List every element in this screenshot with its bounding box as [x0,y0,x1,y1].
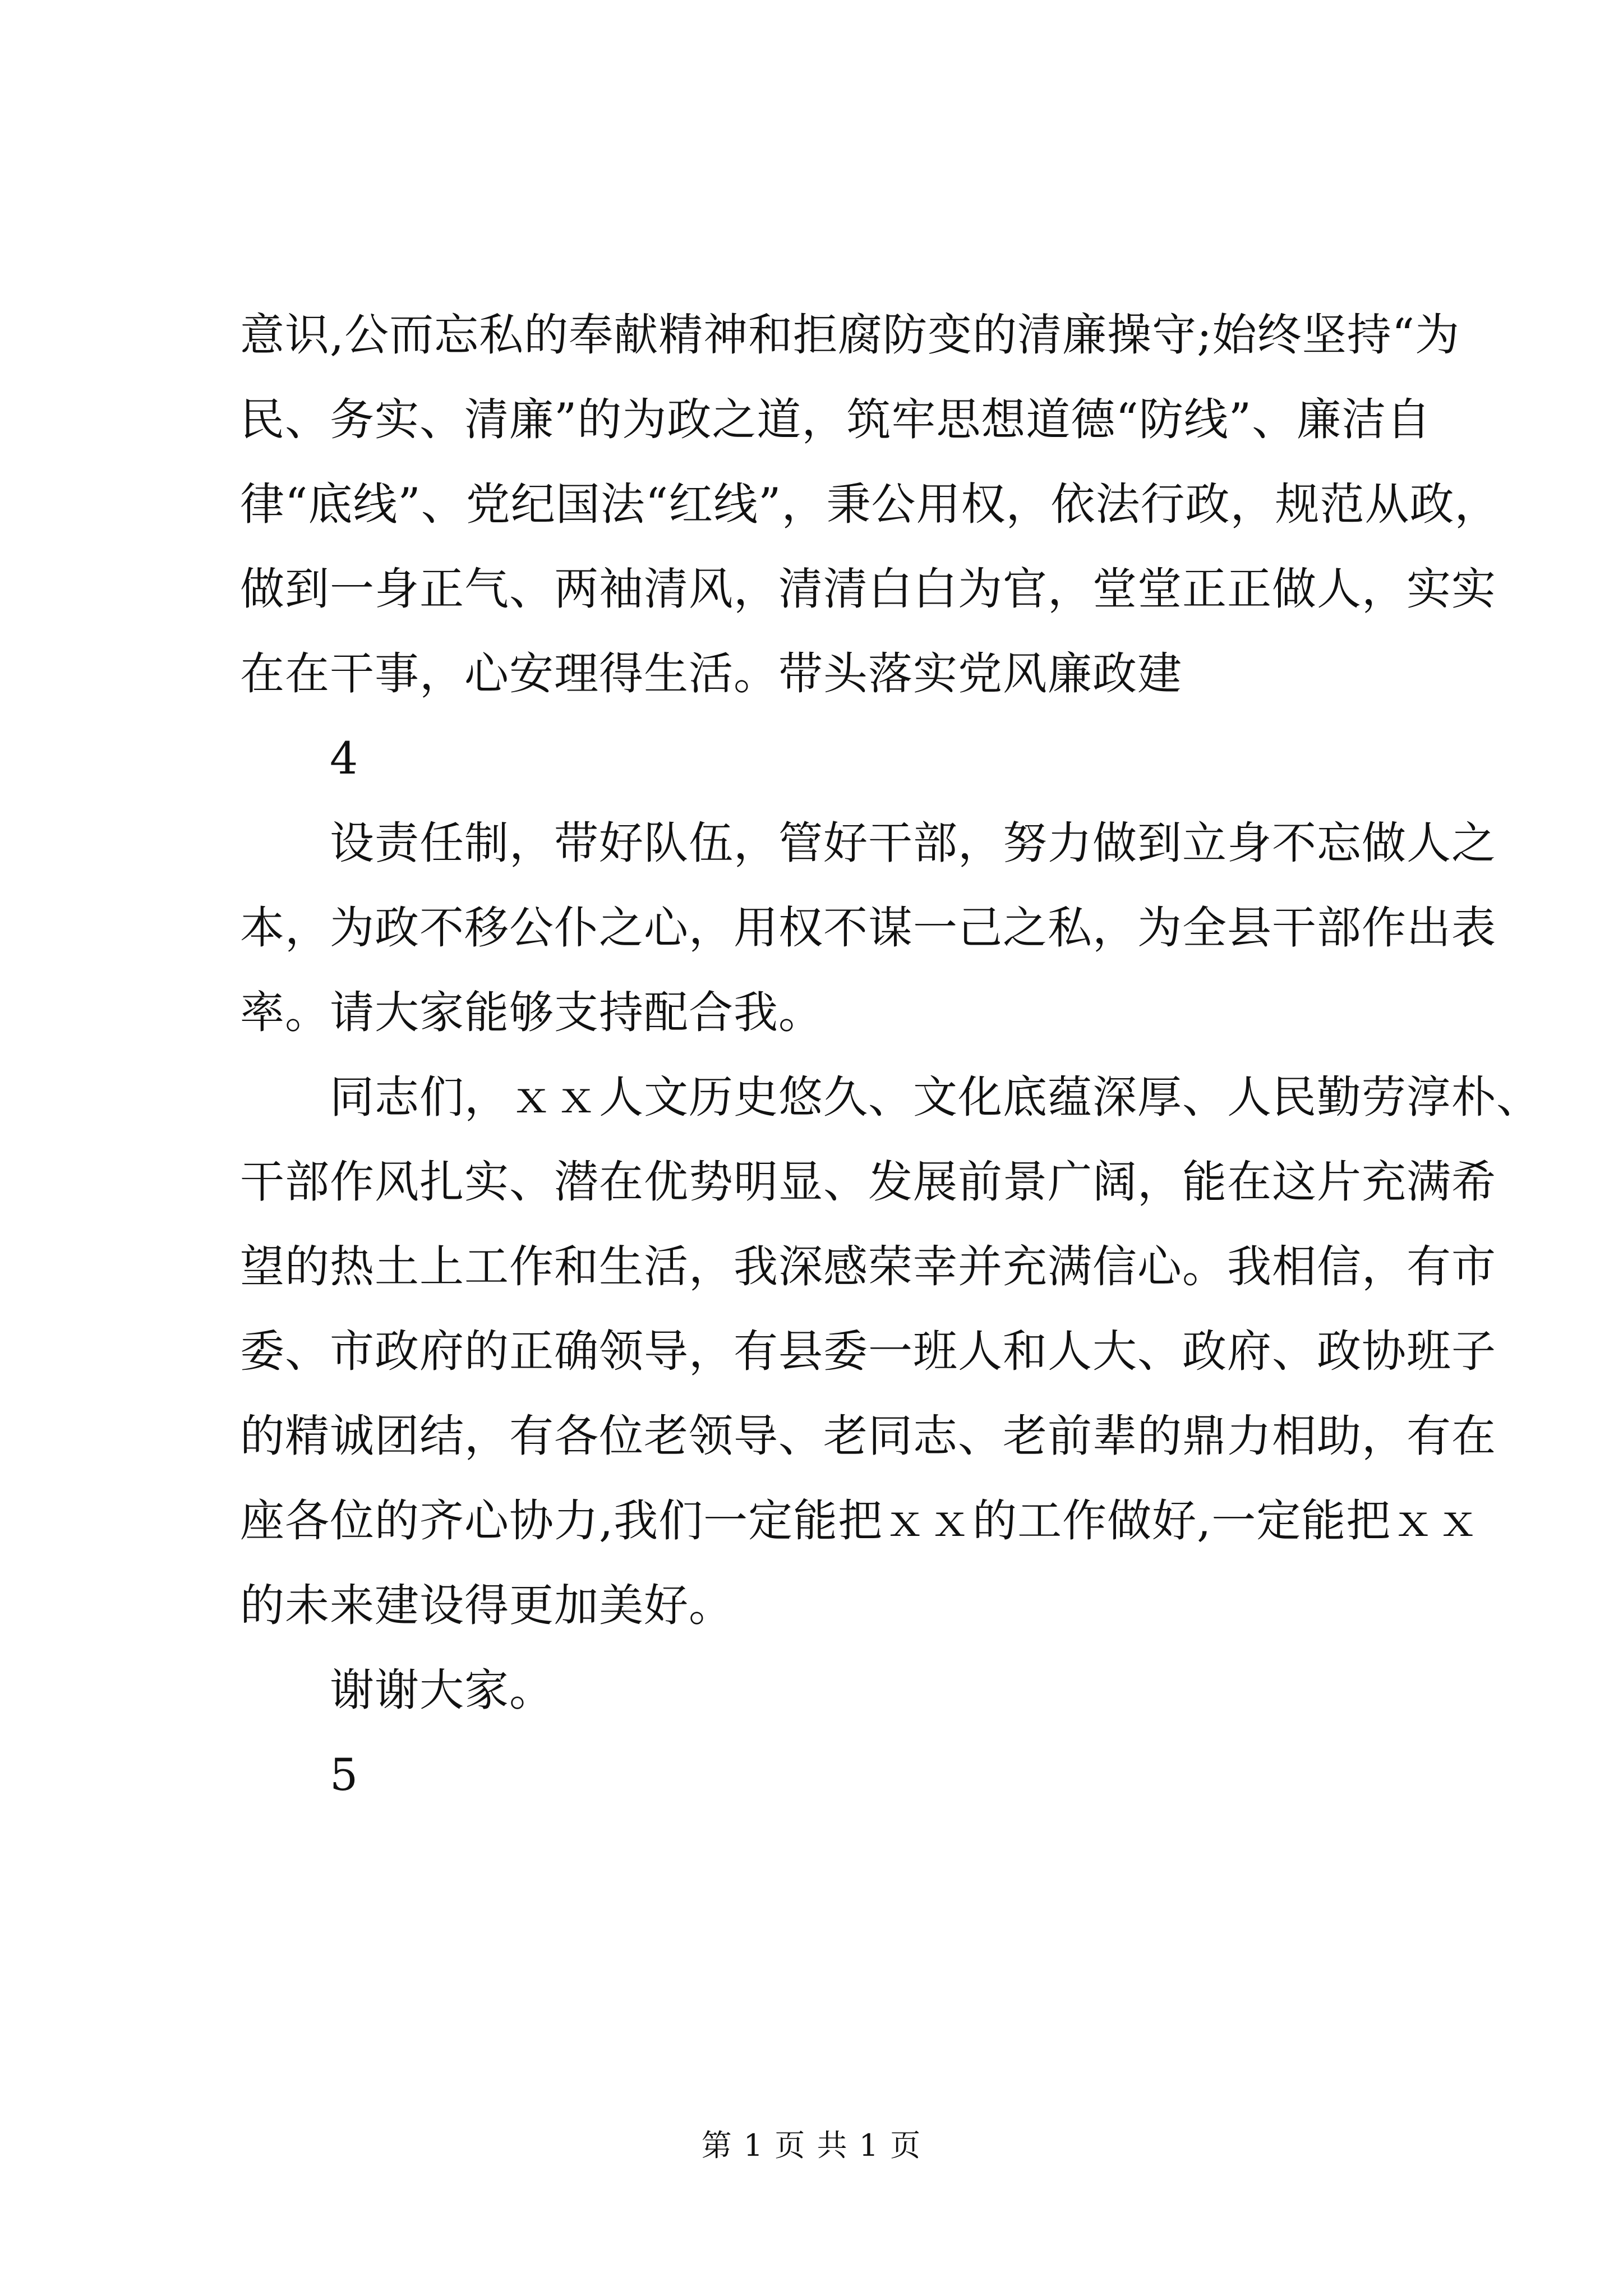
text-line: 的精诚团结，有各位老领导、老同志、老前辈的鼎力相助，有在 [240,1410,1496,1462]
text-line: 做到一身正气、两袖清风，清清白白为官，堂堂正正做人，实实 [240,563,1496,615]
footer-page-info: 第 1 页 共 1 页 [701,2128,922,2163]
text-line: 民、务实、清廉”的为政之道，筑牢思想道德“防线”、廉洁自 [240,394,1432,445]
page-footer [0,2126,1623,2165]
paragraph-responsibility [240,801,1496,1055]
text-line: 望的热土上工作和生活，我深感荣幸并充满信心。我相信，有市 [240,1241,1496,1292]
text-line: 在在干事，心安理得生活。带头落实党风廉政建 [240,648,1182,700]
closing-remark: 谢谢大家。 [330,1664,554,1716]
text-line: 律“底线”、党纪国法“红线”，秉公用权，依法行政，规范从政， [240,478,1500,530]
text-line: 同志们，ｘｘ人文历史悠久、文化底蕴深厚、人民勤劳淳朴、 [330,1071,1541,1123]
document-body [240,293,1541,1818]
page-number-marker: 4 [330,733,358,784]
text-line: 委、市政府的正确领导，有县委一班人和人大、政府、政协班子 [240,1326,1496,1377]
text-line: 意识,公而忘私的奉献精神和拒腐防变的清廉操守;始终坚持“为 [240,309,1460,361]
text-line: 设责任制，带好队伍，管好干部，努力做到立身不忘做人之 [330,817,1496,869]
text-line: 座各位的齐心协力,我们一定能把ｘｘ的工作做好,一定能把ｘｘ [240,1495,1481,1547]
text-line: 本，为政不移公仆之心，用权不谋一己之私，为全县干部作出表 [240,902,1496,954]
text-line: 率。请大家能够支持配合我。 [240,987,823,1038]
text-line: 的未来建设得更加美好。 [240,1580,734,1631]
paragraph-comrades [240,1055,1541,1648]
page-number-marker: 5 [330,1749,358,1801]
text-line: 干部作风扎实、潜在优势明显、发展前景广阔，能在这片充满希 [240,1156,1496,1208]
paragraph-integrity [240,293,1500,716]
